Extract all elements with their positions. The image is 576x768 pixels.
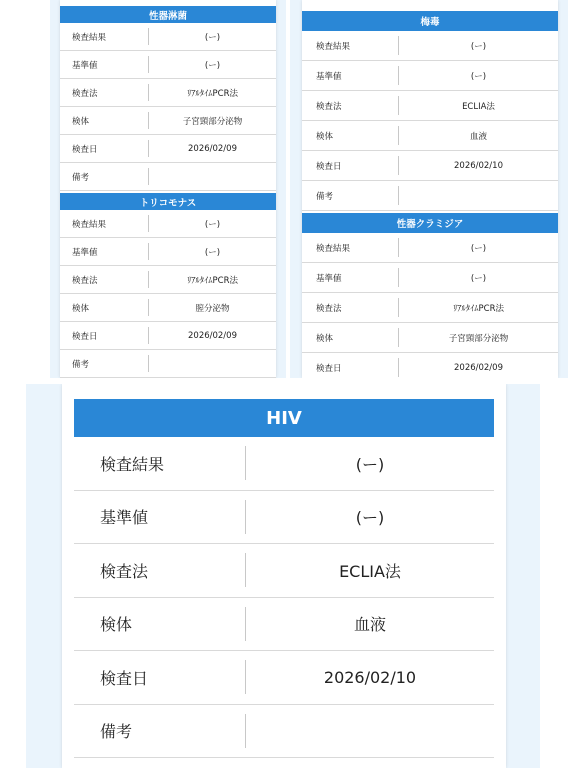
screenshot-top-right	[290, 0, 568, 378]
table-row	[60, 79, 276, 107]
table-row	[74, 437, 494, 491]
row-label: 検査日	[316, 161, 342, 172]
table-row	[302, 323, 558, 353]
row-label: 検査日	[72, 331, 98, 342]
row-label: 基準値	[72, 247, 98, 258]
table-row	[302, 233, 558, 263]
table-row	[302, 61, 558, 91]
screenshot-bottom	[26, 384, 540, 768]
table-row	[302, 31, 558, 61]
row-label: 検査結果	[316, 41, 351, 52]
row-value: (ー)	[204, 219, 221, 230]
column-divider	[148, 168, 149, 185]
row-label: 備考	[72, 172, 90, 183]
row-value: ECLIA法	[339, 561, 401, 581]
section-title: HIV	[74, 399, 494, 437]
row-label: 基準値	[316, 273, 342, 284]
section-rows	[60, 210, 276, 378]
section-title: 梅毒	[302, 11, 558, 31]
row-label: 検体	[100, 615, 133, 635]
row-label: 検体	[316, 333, 334, 344]
section-rows	[302, 233, 558, 378]
table-row	[302, 121, 558, 151]
row-label: 検査結果	[72, 32, 107, 43]
row-label: 検査法	[100, 561, 149, 581]
row-value: ﾘｱﾙﾀｲﾑPCR法	[453, 303, 504, 314]
table-row	[60, 322, 276, 350]
row-value: 子宮頸部分泌物	[448, 333, 509, 344]
row-label: 検査日	[316, 363, 342, 374]
row-value: 2026/02/10	[454, 160, 503, 171]
section-title: 性器淋菌	[60, 6, 276, 23]
row-value: (ー)	[204, 32, 221, 43]
row-label: 検査結果	[316, 243, 351, 254]
row-label: 基準値	[100, 508, 149, 528]
table-row	[74, 651, 494, 705]
table-row	[74, 544, 494, 598]
row-value: ﾘｱﾙﾀｲﾑPCR法	[187, 88, 238, 99]
section-title: 性器クラミジア	[302, 213, 558, 233]
table-row	[60, 210, 276, 238]
table-row	[60, 23, 276, 51]
column-divider	[245, 714, 246, 748]
table-row	[302, 353, 558, 378]
table-row	[60, 238, 276, 266]
table-row	[60, 266, 276, 294]
section-rows	[302, 31, 558, 211]
section-title: トリコモナス	[60, 193, 276, 210]
table-row	[60, 350, 276, 378]
row-value: (ー)	[470, 71, 487, 82]
column-divider	[398, 186, 399, 205]
row-value: ECLIA法	[462, 101, 495, 112]
table-row	[74, 705, 494, 759]
row-value: 2026/02/10	[323, 667, 417, 687]
row-value: ﾘｱﾙﾀｲﾑPCR法	[187, 275, 238, 286]
results-card-right	[302, 0, 558, 378]
row-label: 検体	[72, 303, 90, 314]
row-label: 検体	[72, 116, 90, 127]
column-divider	[148, 355, 149, 372]
table-row	[302, 91, 558, 121]
table-row	[60, 294, 276, 322]
row-label: 検査法	[72, 88, 98, 99]
table-row	[302, 151, 558, 181]
row-value: 血液	[353, 615, 386, 635]
row-label: 備考	[100, 722, 133, 742]
table-row	[60, 135, 276, 163]
table-row	[60, 107, 276, 135]
table-row	[302, 293, 558, 323]
row-label: 検査結果	[100, 454, 165, 474]
row-label: 検査法	[72, 275, 98, 286]
row-value: (ー)	[470, 243, 487, 254]
row-value: (ー)	[204, 60, 221, 71]
row-value: 2026/02/09	[454, 362, 503, 373]
row-value: 血液	[469, 131, 487, 142]
row-value: 2026/02/09	[188, 330, 237, 341]
row-label: 検体	[316, 131, 334, 142]
section-rows	[60, 23, 276, 191]
row-label: 基準値	[72, 60, 98, 71]
screenshot-top-left	[50, 0, 286, 378]
row-value: (ー)	[470, 273, 487, 284]
table-row	[60, 163, 276, 191]
results-card-left	[60, 0, 276, 378]
row-value: (ー)	[470, 41, 487, 52]
row-label: 備考	[72, 359, 90, 370]
results-card-hiv	[62, 384, 506, 768]
row-label: 検査法	[316, 101, 342, 112]
table-row	[74, 598, 494, 652]
row-value: 膣分泌物	[195, 303, 230, 314]
row-label: 基準値	[316, 71, 342, 82]
section-rows	[74, 437, 494, 758]
row-label: 検査日	[100, 668, 149, 688]
row-value: 2026/02/09	[188, 143, 237, 154]
row-value: (ー)	[355, 508, 385, 528]
table-row	[302, 263, 558, 293]
table-row	[60, 51, 276, 79]
row-value: (ー)	[355, 454, 385, 474]
table-row	[74, 491, 494, 545]
table-row	[302, 181, 558, 211]
row-value: (ー)	[204, 247, 221, 258]
row-label: 検査法	[316, 303, 342, 314]
row-label: 検査結果	[72, 219, 107, 230]
row-label: 検査日	[72, 144, 98, 155]
row-value: 子宮頸部分泌物	[182, 116, 243, 127]
row-label: 備考	[316, 191, 334, 202]
